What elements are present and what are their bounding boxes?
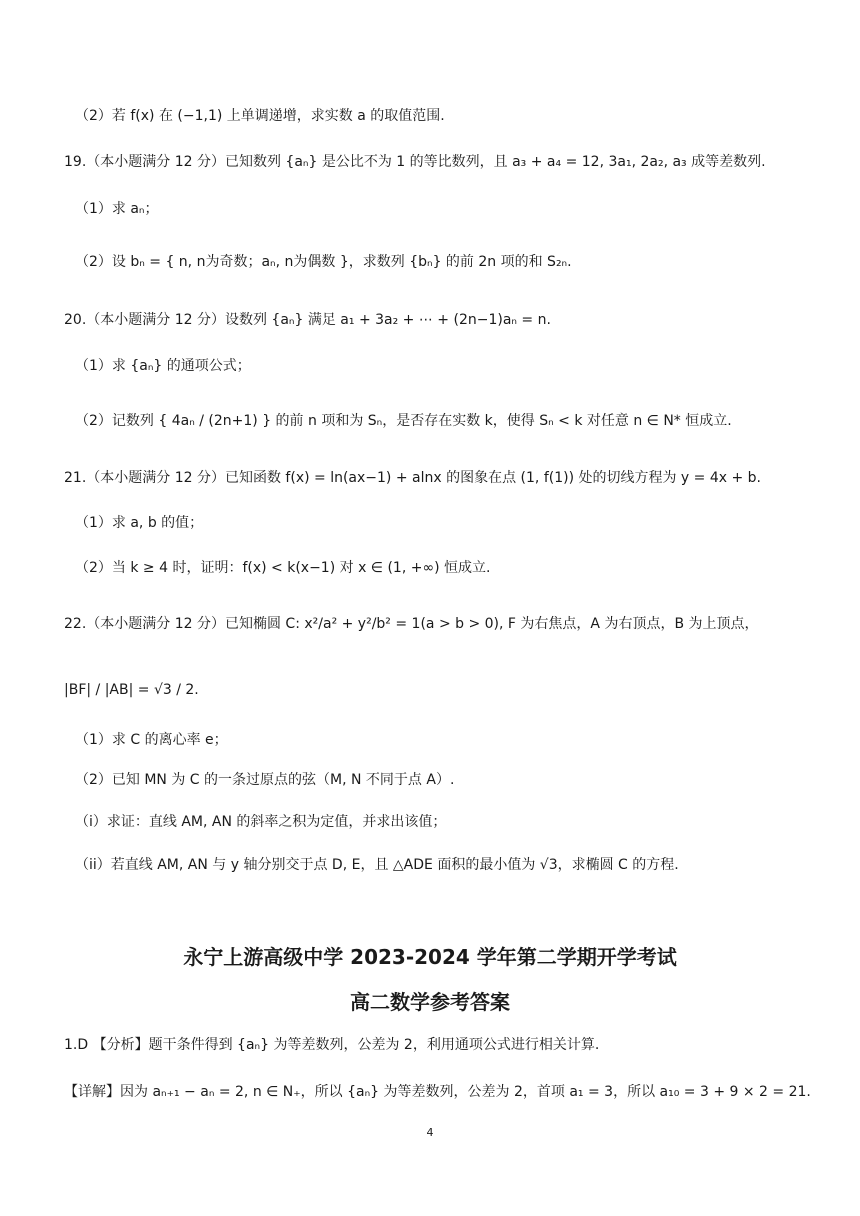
q20-part1: （1）求 {aₙ} 的通项公式； (75, 358, 251, 374)
q22-part1: （1）求 C 的离心率 e； (75, 732, 228, 748)
q22-part2: （2）已知 MN 为 C 的一条过原点的弦（M, N 不同于点 A）. (75, 772, 455, 788)
q21-stem: 21.（本小题满分 12 分）已知函数 f(x) = ln(ax−1) + alnx 的图象在点 (1, f(1)) 处的切线方程为 y = 4x + b. (64, 470, 762, 486)
q21-part1: （1）求 a, b 的值； (75, 515, 204, 531)
q22-ratio: |BF| / |AB| = √3 / 2. (64, 682, 199, 698)
q19-stem: 19.（本小题满分 12 分）已知数列 {aₙ} 是公比不为 1 的等比数列，且 a₃ + a₄ = 12, 3a₁, 2a₂, a₃ 成等差数列. (64, 154, 766, 170)
q18-part2: （2）若 f(x) 在 (−1,1) 上单调递增，求实数 a 的取值范围. (75, 108, 445, 124)
q20-part2: （2）记数列 { 4aₙ / (2n+1) } 的前 n 项和为 Sₙ，是否存在实数 k，使得 Sₙ < k 对任意 n ∈ N* 恒成立. (75, 413, 732, 429)
q19-part1: （1）求 aₙ； (75, 201, 159, 217)
q22-stem: 22.（本小题满分 12 分）已知椭圆 C: x²/a² + y²/b² = 1(a > b > 0), F 为右焦点，A 为右顶点，B 为上顶点， (64, 616, 759, 632)
q21-part2: （2）当 k ≥ 4 时，证明：f(x) < k(x−1) 对 x ∈ (1, +∞) 恒成立. (75, 560, 491, 576)
exam-title: 永宁上游高级中学 2023-2024 学年第二学期开学考试 (183, 945, 677, 969)
q20-stem: 20.（本小题满分 12 分）设数列 {aₙ} 满足 a₁ + 3a₂ + ⋯ + (2n−1)aₙ = n. (64, 312, 551, 328)
q19-part2: （2）设 bₙ = { n, n为奇数；aₙ, n为偶数 }，求数列 {bₙ} 的前 2n 项的和 S₂ₙ. (75, 254, 572, 270)
q22-part2-i: （i）求证：直线 AM, AN 的斜率之积为定值，并求出该值； (75, 814, 447, 830)
answer-1-analysis: 1.D 【分析】题干条件得到 {aₙ} 为等差数列，公差为 2，利用通项公式进行相关计算. (64, 1037, 600, 1053)
answer-title: 高二数学参考答案 (350, 990, 510, 1014)
page-number: 4 (426, 1126, 434, 1139)
answer-1-detail: 【详解】因为 aₙ₊₁ − aₙ = 2, n ∈ N₊，所以 {aₙ} 为等差数列，公差为 2，首项 a₁ = 3，所以 a₁₀ = 3 + 9 × 2 = 21. (64, 1084, 811, 1100)
q22-part2-ii: （ii）若直线 AM, AN 与 y 轴分别交于点 D, E，且 △ADE 面积的最小值为 √3，求椭圆 C 的方程. (75, 857, 679, 873)
